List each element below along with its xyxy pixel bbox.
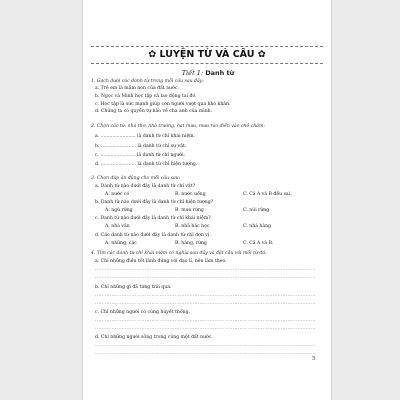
q3c-option-b[interactable]: B. nhà bác học: [175, 224, 210, 229]
q4b-answer-line-1[interactable]: .....................................................................................................................................: [95, 293, 316, 298]
q4c-answer-line-1[interactable]: .....................................................................................................................................: [95, 318, 316, 323]
q3b-option-a[interactable]: A. ngủ rừng: [105, 208, 133, 213]
q3a-option-b[interactable]: B. nước uống: [175, 192, 206, 197]
q3d-stem: d. Các danh từ nào dưới đây là danh từ chỉ đơn vị.: [95, 233, 211, 238]
q3c-option-a[interactable]: A. nhà văn: [105, 224, 130, 229]
q3-prompt: 3. Chọn đáp án đúng cho mỗi câu sau:: [91, 176, 181, 181]
q4d-answer-line-2[interactable]: .....................................................................................................................................: [95, 351, 316, 356]
q1-item-a: a. Trẻ em là mầm non của đất nước.: [95, 86, 179, 91]
q1-item-b: b. Ngọc và Minh học tập và lao động tại đó.: [95, 94, 197, 99]
q1-prompt: 1. Gạch dưới các danh từ trong mỗi câu sau đây:: [91, 79, 204, 84]
q4a-answer-line-1[interactable]: .....................................................................................................................................: [95, 267, 316, 272]
q2-item-a[interactable]: a. ........................ là danh từ chỉ khái niệm.: [95, 134, 195, 139]
q1-item-d: d. Chúng ta có quyền tự hào về cha anh của mình.: [95, 109, 213, 114]
q4-item-c: c. Chỉ những người có cùng huyết thống.: [95, 310, 190, 315]
q1-item-c: c. Học tập là sức mạnh giúp con người vượt qua khó khăn.: [95, 102, 231, 107]
q3d-option-c[interactable]: C. Cả A và B.: [243, 241, 274, 246]
section-header: ✿ LUYỆN TỪ VÀ CÂU ✿: [91, 46, 323, 64]
lesson-name: Danh từ: [205, 69, 235, 77]
q4-item-b: b. Chỉ những gì đã từng trải qua.: [95, 285, 172, 290]
q4a-answer-line-2[interactable]: .....................................................................................................................................: [95, 275, 316, 280]
q3a-stem: a. Danh từ nào dưới đây là danh từ chỉ vật?: [95, 184, 196, 189]
q3b-option-c[interactable]: C. núi rừng: [243, 208, 270, 213]
q3c-stem: c. Danh từ nào dưới đây là danh từ chỉ khái niệm?: [95, 216, 211, 221]
q4-item-d: d. Chỉ những người sống trong cùng một đất nước.: [95, 335, 213, 340]
q4d-answer-line-1[interactable]: .....................................................................................................................................: [95, 343, 316, 348]
lesson-title: [83, 69, 333, 77]
q3c-option-c[interactable]: C. nhà hàng: [243, 224, 271, 229]
q2-item-b[interactable]: b. ........................ là danh từ chỉ sự vật.: [95, 144, 187, 149]
q2-item-c[interactable]: c. ........................ là danh từ chỉ người.: [95, 153, 186, 158]
lesson-label: Tiết 1:: [181, 69, 204, 77]
q3d-option-a[interactable]: A. những, các: [105, 241, 137, 246]
q4-prompt: 4. Tìm các danh từ chỉ khái niệm có nghĩa sau đây và đặt câu với mỗi từ đó:: [91, 251, 267, 256]
workbook-page: [82, 0, 332, 400]
q2-item-d[interactable]: d. ........................ là danh từ chỉ hiện tượng.: [95, 162, 198, 167]
page-number: 5: [312, 356, 316, 362]
q4c-answer-line-2[interactable]: .....................................................................................................................................: [95, 326, 316, 331]
q3d-option-b[interactable]: B. hàng, rừng: [175, 241, 207, 246]
q4-item-a: a. Chỉ những điều tốt lành đúng với đạo lí, nên làm theo.: [95, 259, 227, 264]
q2-prompt: 2. Chọn các từ: nhà thơ, nhà trường, hạt mưa, mưa rào điền vào chỗ chấm:: [91, 124, 265, 129]
q3b-stem: b. Danh từ nào dưới đây là danh từ chỉ hiện tượng?: [95, 200, 214, 205]
q3b-option-b[interactable]: B. mưa rừng: [175, 208, 204, 213]
q3a-option-c[interactable]: C. Cả A và B đều sai.: [243, 192, 292, 197]
q4b-answer-line-2[interactable]: .....................................................................................................................................: [95, 301, 316, 306]
q3a-option-a[interactable]: A. nước có: [105, 192, 130, 197]
